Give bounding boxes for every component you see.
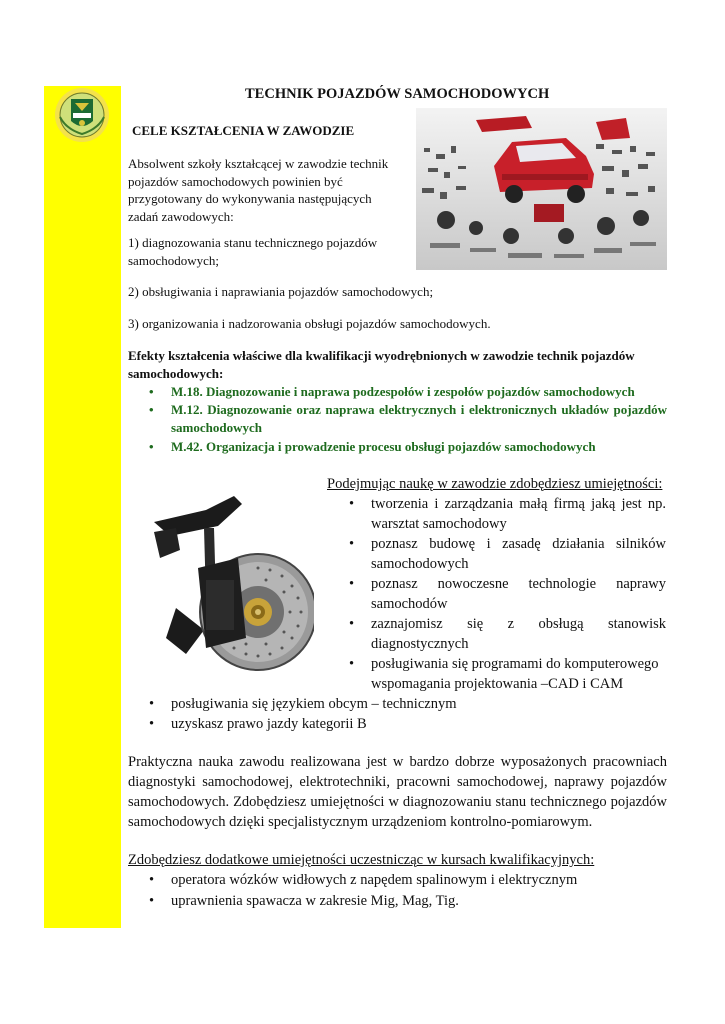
skill-item: • poznasz nowoczesne technologie naprawy samochodów	[371, 574, 666, 614]
skill-item: • zaznajomisz się z obsługą stanowisk diagnostycznych	[371, 614, 666, 654]
car-parts-photo	[416, 108, 667, 270]
extra-heading: Zdobędziesz dodatkowe umiejętności uczestnicząc w kursach kwalifikacyjnych:	[128, 852, 595, 868]
qualification-item: • M.42. Organizacja i prowadzenie procesu obsługi pojazdów samochodowych	[171, 438, 667, 456]
effects-heading: Efekty kształcenia właściwe dla kwalifikacji wyodrębnionych w zawodzie technik pojazdów samochodowych:	[128, 348, 635, 381]
skills-heading: Podejmując naukę w zawodzie zdobędziesz umiejętności:	[327, 476, 663, 492]
extra-item: • uprawnienia spawacza w zakresie Mig, Mag, Tig.	[171, 891, 651, 911]
intro-paragraph: Absolwent szkoły kształcącej w zawodzie technik pojazdów samochodowych powinien być przygotowany do wykonywania następujących zadań zawodowych:	[128, 156, 389, 224]
skill-item: • poznasz budowę i zasadę działania silników samochodowych	[371, 534, 666, 574]
skill-item: • posługiwania się językiem obcym – technicznym	[171, 694, 571, 714]
qualification-item: • M.18. Diagnozowanie i naprawa podzespołów i zespołów pojazdów samochodowych	[171, 383, 667, 401]
skill-item: • uzyskasz prawo jazdy kategorii B	[171, 714, 571, 734]
task-item: 2) obsługiwania i naprawiania pojazdów samochodowych;	[128, 284, 434, 299]
extra-item: • operatora wózków widłowych z napędem spalinowym i elektrycznym	[171, 870, 651, 890]
page-title: TECHNIK POJAZDÓW SAMOCHODOWYCH	[245, 86, 550, 102]
skill-item: • posługiwania się programami do komputerowego wspomagania projektowania –CAD i CAM	[371, 654, 671, 694]
brake-disc-photo	[146, 488, 314, 684]
school-emblem-icon	[54, 87, 110, 143]
task-item: 1) diagnozowania stanu technicznego pojazdów samochodowych;	[128, 235, 378, 268]
task-item: 3) organizowania i nadzorowania obsługi pojazdów samochodowych.	[128, 316, 491, 331]
side-color-band	[44, 86, 121, 928]
practical-paragraph: Praktyczna nauka zawodu realizowana jest w bardzo dobrze wyposażonych pracowniach diagnostyki samochodowej, elektrotechniki, pracowni samochodowej, naprawy pojazdów samochodowych. Zdobędziesz umiejętności w diagnozowaniu stanu technicznego pojazdów samochodowych dzięki specjalistycznym urządzeniom kontrolno-pomiarowym.	[128, 754, 667, 830]
skill-item: • tworzenia i zarządzania małą firmą jaką jest np. warsztat samochodowy	[371, 494, 666, 534]
qualification-item: • M.12. Diagnozowanie oraz naprawa elektrycznych i elektronicznych układów pojazdów samochodowych	[171, 401, 667, 437]
section-heading: CELE KSZTAŁCENIA W ZAWODZIE	[132, 123, 355, 138]
